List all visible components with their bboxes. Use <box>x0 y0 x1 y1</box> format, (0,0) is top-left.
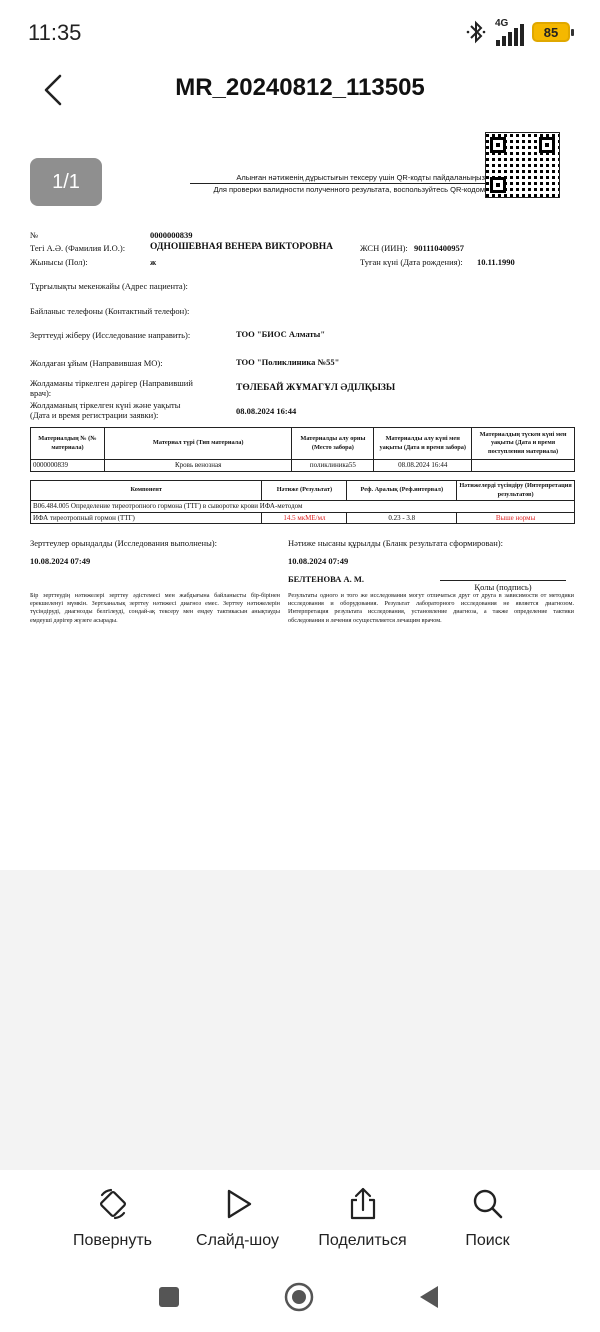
result-value: 14.5 мкМЕ/мл <box>262 512 347 524</box>
rotate-button[interactable]: Повернуть <box>53 1170 173 1260</box>
no-label: № <box>30 230 39 240</box>
referred-by-label: Зерттеуді жіберу (Исследование направить): <box>30 330 191 340</box>
no-value: 0000000839 <box>150 230 193 240</box>
dob-label: Туған күні (Дата рождения): <box>360 257 463 267</box>
reg-label-2: (Дата и время регистрации заявки): <box>30 410 159 420</box>
home-icon[interactable] <box>284 1282 314 1312</box>
search-button[interactable]: Поиск <box>428 1170 548 1260</box>
sex-value: ж <box>150 257 157 267</box>
empty-viewer-area <box>0 870 600 1170</box>
qr-code-icon <box>485 132 560 198</box>
result-table: Компонент Нәтиже (Результат) Реф. Аралық (Реф.интервал) Нәтижелерді түсіндіру (Интерпретация результатов) B06.484.005 Определение тиреотропного гормона (ТТГ) в сыворотке крови ИФА-методом ИФА тиреотропный гормон (ТТГ) 14.5 мкМЕ/мл 0.23 - 3.8 Выше нормы <box>30 480 575 524</box>
share-button[interactable]: Поделиться <box>303 1170 423 1260</box>
disclaimer-ru: Результаты одного и того же исследования могут отличаться друг от друга в зависимости от методики исследования и оборудования. Результат лабораторного исследования не является диагнозом. Интерпретация результата исследования, установление диагноза, а также определение тактики обследования и лечения осуществляется лечащим врачом. <box>288 592 574 624</box>
doctor-label: Жолдаманы тіркелген дәрігер (Направивший <box>30 378 193 388</box>
share-icon <box>345 1186 381 1222</box>
bottom-toolbar <box>0 1170 600 1260</box>
bluetooth-icon <box>466 18 486 46</box>
status-bar <box>0 0 600 66</box>
title-bar <box>0 66 600 116</box>
reg-label: Жолдаманың тіркелген күні және уақыты <box>30 400 181 410</box>
material-table: Материалдың № (№ материала) Материал түрі (Тип материала) Материалды алу орны (Место забора) Материалды алу күні мен уақыты (Дата и время забора) Материалдың түскен күні мен уақыты (Дата и время поступления материала) 0000000839 Кровь венозная поликлиника55 08.08.2024 16:44 <box>30 427 575 472</box>
interpretation-value: Выше нормы <box>457 512 575 524</box>
done-value: 10.08.2024 07:49 <box>30 556 91 566</box>
iin-label: ЖСН (ИИН): <box>360 243 408 253</box>
done-label: Зерттеулер орындалды (Исследования выполнены): <box>30 538 217 548</box>
iin-value: 901110400957 <box>414 243 465 253</box>
cellular-signal-icon <box>494 18 524 46</box>
document-view[interactable] <box>0 128 600 870</box>
test-group: B06.484.005 Определение тиреотропного гормона (ТТГ) в сыворотке крови ИФА-методом <box>31 501 575 513</box>
battery-level: 85 <box>543 24 559 40</box>
rotate-icon <box>95 1186 131 1222</box>
mo-value: ТОО "Поликлиника №55" <box>236 357 340 367</box>
reg-value: 08.08.2024 16:44 <box>236 406 297 416</box>
signer-name: БЕЛТЕНОВА А. М. <box>288 574 365 584</box>
formed-value: 10.08.2024 07:49 <box>288 556 349 566</box>
back-nav-icon[interactable] <box>414 1282 444 1312</box>
disclaimer-kz: Бір зерттеудің нәтижелері зерттеу әдістемесі мен жабдығына байланысты бір-бірінен ерекшеленуі мүмкін. Зертханалық зерттеу нәтижесі диагноз емес. Зерттеу нәтижелерін түсіндіруді, диагнозды белгілеуді, сондай-ақ тексеру мен емдеу тактикасын анықтауды емдеуші дәрігер жүзеге асырады. <box>30 592 280 624</box>
search-icon <box>470 1186 506 1222</box>
sex-label: Жынысы (Пол): <box>30 257 88 267</box>
status-time: 11:35 <box>28 20 82 45</box>
file-title: MR_20240812_113505 <box>175 74 425 101</box>
page-indicator: 1/1 <box>30 158 102 206</box>
dob-value: 10.11.1990 <box>477 257 515 267</box>
doctor-value: ТӨЛЕБАЙ ЖҰМАГҰЛ ӘДІЛҚЫЗЫ <box>236 383 396 393</box>
qr-note: Алынған нәтиженің дұрыстығын тексеру үшін QR-кодты пайдаланыңыз Для проверки валидности полученного результата, воспользуйтесь QR-кодом <box>190 173 485 194</box>
network-type: 4G <box>495 18 509 29</box>
signature-label: Қолы (подпись) <box>440 580 566 592</box>
battery-icon <box>532 22 570 42</box>
referred-by-value: ТОО "БИОС Алматы" <box>236 329 326 339</box>
name-label: Тегі А.Ә. (Фамилия И.О.): <box>30 243 126 253</box>
system-nav-bar <box>0 1262 600 1332</box>
recents-icon[interactable] <box>154 1282 184 1312</box>
formed-label: Нәтиже нысаны құрылды (Бланк результата сформирован): <box>288 538 503 548</box>
play-icon <box>220 1186 256 1222</box>
mo-label: Жолдаған ұйым (Направившая МО): <box>30 358 163 368</box>
patient-name: ОДНОШЕВНАЯ ВЕНЕРА ВИКТОРОВНА <box>150 242 333 252</box>
address-label: Тұрғылықты мекенжайы (Адрес пациента): <box>30 281 188 291</box>
doctor-label-2: врач): <box>30 388 52 398</box>
slideshow-button[interactable]: Слайд-шоу <box>178 1170 298 1260</box>
status-icons <box>466 18 570 46</box>
table-row: 0000000839 Кровь венозная поликлиника55 08.08.2024 16:44 <box>31 460 575 472</box>
phone-label: Байланыс телефоны (Контактный телефон): <box>30 306 190 316</box>
table-row: ИФА тиреотропный гормон (ТТГ) 14.5 мкМЕ/мл 0.23 - 3.8 Выше нормы <box>31 512 575 524</box>
